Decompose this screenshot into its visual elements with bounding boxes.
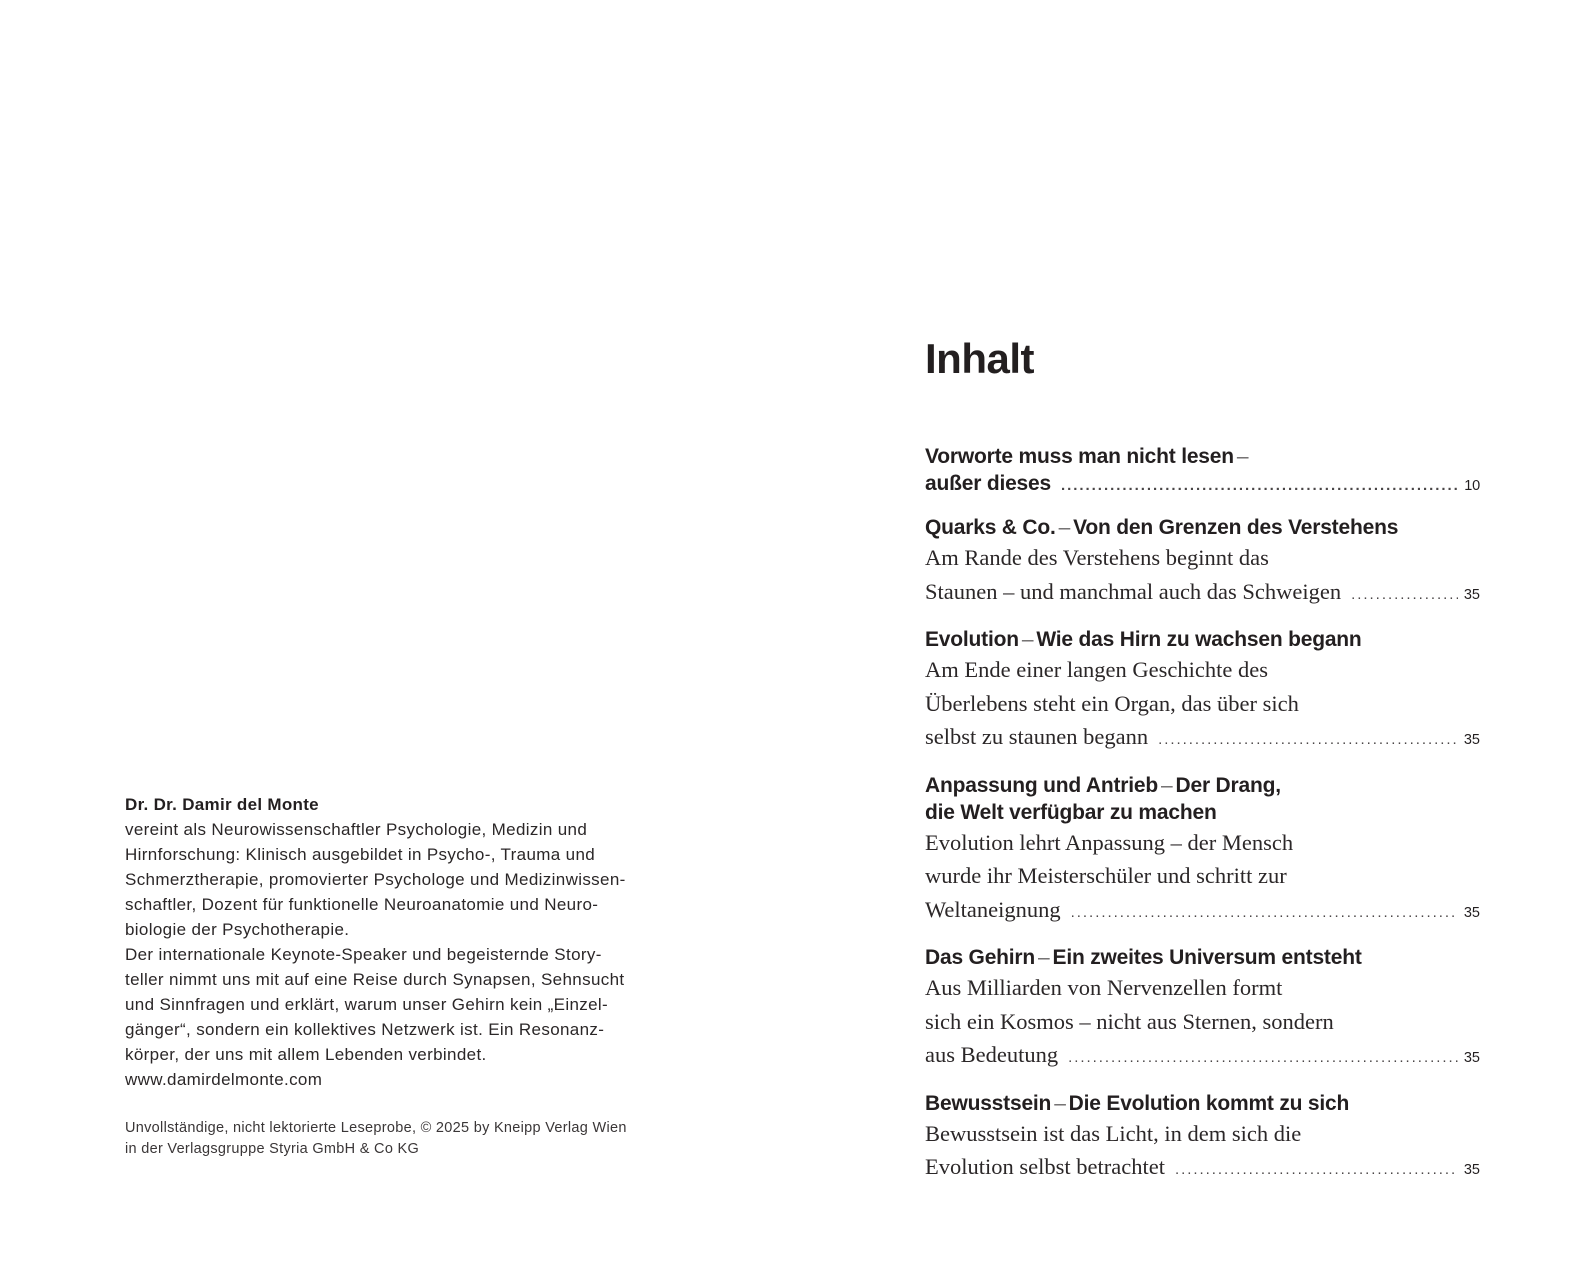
imprint-line: in der Verlagsgruppe Styria GmbH & Co KG bbox=[125, 1141, 420, 1157]
bio-line: und Sinnfragen und erklärt, warum unser Gehirn kein „Einzel- bbox=[125, 995, 609, 1014]
dot-leader bbox=[1175, 1153, 1458, 1187]
toc-entry-description bbox=[925, 575, 1480, 613]
toc-description-text: sich ein Kosmos – nicht aus Sternen, sondern bbox=[925, 1008, 1334, 1034]
toc-page-number: 35 bbox=[1463, 586, 1480, 603]
toc-page-number: 35 bbox=[1463, 904, 1480, 921]
toc-heading-title: Bewusstsein bbox=[925, 1091, 1052, 1115]
toc-heading-dash: – bbox=[1236, 445, 1249, 468]
toc-heading-text bbox=[925, 470, 1051, 497]
toc-entry-heading bbox=[925, 470, 1480, 500]
toc-heading-title: Vorworte muss man nicht lesen bbox=[925, 445, 1234, 468]
bio-line: teller nimmt uns mit auf eine Reise durch Synapsen, Sehnsucht bbox=[125, 970, 625, 989]
toc-heading-text bbox=[925, 774, 1281, 797]
toc-page-number: 35 bbox=[1463, 732, 1480, 748]
toc-description-text: Staunen – und manchmal auch das Schweigen bbox=[925, 578, 1342, 604]
dot-leader bbox=[1068, 1041, 1458, 1075]
toc-heading-text bbox=[925, 946, 1362, 969]
toc-heading-text bbox=[925, 445, 1251, 468]
toc-entry-description bbox=[925, 541, 1480, 575]
toc-description-text: Evolution lehrt Anpassung – der Mensch bbox=[925, 829, 1294, 855]
toc-heading-dash: – bbox=[1021, 628, 1034, 651]
toc-entry-description bbox=[925, 653, 1480, 687]
toc-entry-description bbox=[925, 720, 1480, 758]
toc-description-text: Bewusstsein ist das Licht, in dem sich die bbox=[925, 1120, 1302, 1146]
toc-description-text: Evolution selbst betrachtet bbox=[925, 1154, 1165, 1179]
author-name: Dr. Dr. Damir del Monte bbox=[125, 795, 319, 814]
bio-line: schaftler, Dozent für funktionelle Neuroanatomie und Neuro- bbox=[125, 895, 599, 914]
toc-list bbox=[925, 443, 1480, 1202]
toc-heading-title: Evolution bbox=[925, 628, 1019, 651]
toc-title: Inhalt bbox=[925, 335, 1034, 382]
toc-heading-title: die Welt verfügbar zu machen bbox=[925, 800, 1217, 824]
toc-heading-subtitle: Wie das Hirn zu wachsen begann bbox=[1036, 628, 1362, 651]
author-bio bbox=[125, 817, 685, 1092]
toc-entry-heading bbox=[925, 443, 1480, 470]
toc-description-text: Am Rande des Verstehens beginnt das bbox=[925, 545, 1269, 570]
toc-heading-title: Das Gehirn bbox=[925, 946, 1036, 969]
toc-entry-heading bbox=[925, 772, 1480, 799]
bio-line: gänger“, sondern ein kollektives Netzwerk ist. Ein Resonanz- bbox=[125, 1020, 605, 1039]
dot-leader bbox=[1158, 723, 1458, 757]
dot-leader bbox=[1061, 472, 1458, 499]
imprint bbox=[125, 1118, 685, 1160]
toc-entry-description bbox=[925, 893, 1480, 931]
toc-heading-text bbox=[925, 516, 1398, 539]
toc-entry-heading bbox=[925, 1090, 1480, 1117]
toc-page-number: 35 bbox=[1463, 1162, 1480, 1178]
toc-entry-heading bbox=[925, 799, 1480, 826]
toc-entry-heading bbox=[925, 514, 1480, 541]
toc-heading-title: außer dieses bbox=[925, 472, 1051, 495]
toc-heading-text bbox=[925, 628, 1362, 651]
toc-heading-subtitle: Die Evolution kommt zu sich bbox=[1068, 1091, 1350, 1115]
imprint-line: Unvollständige, nicht lektorierte Leseprobe, © 2025 by Kneipp Verlag Wien bbox=[125, 1120, 627, 1136]
toc-entry[interactable] bbox=[925, 1090, 1480, 1188]
bio-line: Schmerztherapie, promovierter Psychologe und Medizinwissen- bbox=[125, 870, 626, 889]
toc-description-text: Am Ende einer langen Geschichte des bbox=[925, 657, 1268, 682]
toc-heading-dash: – bbox=[1054, 1091, 1066, 1115]
toc-heading-title: Quarks & Co. bbox=[925, 516, 1056, 539]
bio-line: Hirnforschung: Klinisch ausgebildet in Psycho-, Trauma und bbox=[125, 845, 596, 864]
toc-entry-description bbox=[925, 971, 1480, 1005]
toc-entry-heading bbox=[925, 626, 1480, 653]
toc-heading-subtitle: Ein zweites Universum entsteht bbox=[1052, 946, 1362, 969]
bio-line: Der internationale Keynote-Speaker und begeisternde Story- bbox=[125, 945, 602, 964]
toc-entry[interactable] bbox=[925, 944, 1480, 1076]
toc-heading-text bbox=[925, 801, 1217, 824]
toc-description-text: wurde ihr Meisterschüler und schritt zur bbox=[925, 863, 1287, 888]
toc-heading-dash: – bbox=[1161, 773, 1173, 797]
toc-entry-description bbox=[925, 826, 1480, 860]
toc-description-text: Aus Milliarden von Nervenzellen formt bbox=[925, 975, 1283, 1000]
toc-entry-description bbox=[925, 1038, 1480, 1076]
toc-entry[interactable] bbox=[925, 626, 1480, 758]
toc-entry[interactable] bbox=[925, 772, 1480, 931]
toc-entry-description bbox=[925, 1117, 1480, 1151]
toc-entry[interactable] bbox=[925, 514, 1480, 612]
toc-entry-description bbox=[925, 1005, 1480, 1039]
toc-page-number: 35 bbox=[1463, 1050, 1480, 1066]
toc-description-text: aus Bedeutung bbox=[925, 1042, 1059, 1067]
toc-entry-description bbox=[925, 687, 1480, 721]
toc-heading-dash: – bbox=[1038, 946, 1050, 969]
toc-heading-text bbox=[925, 1092, 1349, 1115]
dot-leader bbox=[1351, 578, 1458, 612]
dot-leader bbox=[1071, 896, 1458, 930]
author-website-link[interactable]: www.damirdelmonte.com bbox=[125, 1070, 323, 1089]
toc-entry-description bbox=[925, 859, 1480, 893]
toc-entry[interactable] bbox=[925, 443, 1480, 500]
toc-heading-subtitle: Von den Grenzen des Verstehens bbox=[1073, 516, 1399, 539]
author-section bbox=[125, 792, 685, 1160]
toc-heading-subtitle: Der Drang, bbox=[1175, 773, 1281, 797]
toc-description-text: selbst zu staunen begann bbox=[925, 724, 1149, 749]
bio-line: vereint als Neurowissenschaftler Psychologie, Medizin und bbox=[125, 820, 588, 839]
toc-description-text: Weltaneignung bbox=[925, 896, 1061, 922]
toc-heading-dash: – bbox=[1058, 516, 1071, 539]
bio-line: biologie der Psychotherapie. bbox=[125, 920, 350, 939]
toc-description-text: Überlebens steht ein Organ, das über sich bbox=[925, 690, 1299, 716]
toc-heading-title: Anpassung und Antrieb bbox=[925, 773, 1159, 797]
bio-line: körper, der uns mit allem Lebenden verbindet. bbox=[125, 1045, 487, 1064]
toc-page-number: 10 bbox=[1464, 478, 1480, 494]
toc-entry-heading bbox=[925, 944, 1480, 971]
toc-entry-description bbox=[925, 1150, 1480, 1188]
